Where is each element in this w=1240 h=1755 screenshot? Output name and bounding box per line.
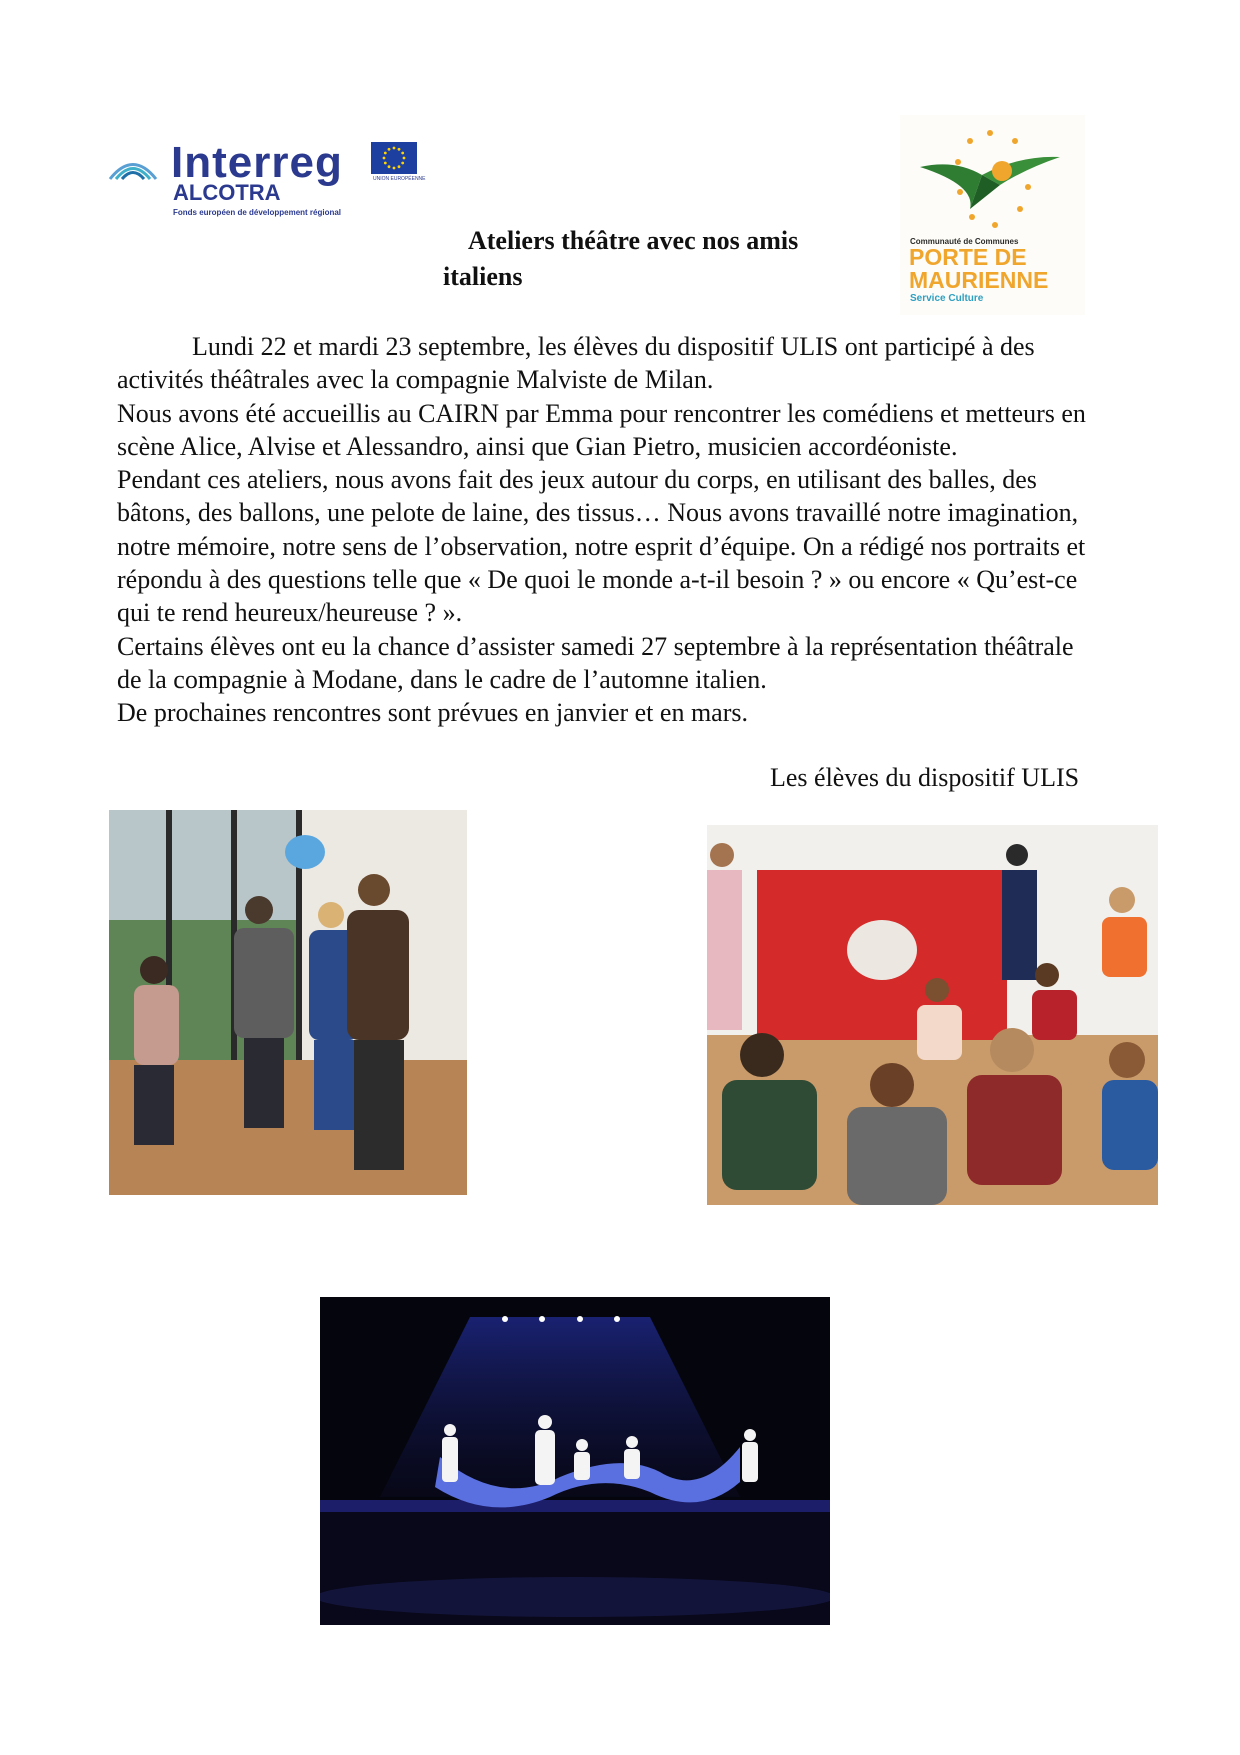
article-body xyxy=(117,330,1087,730)
paragraph: Nous avons été accueillis au CAIRN par Emma pour rencontrer les comédiens et metteurs en scène Alice, Alvise et Alessandro, ainsi que Gian Pietro, musicien accordéoniste. xyxy=(117,398,1086,461)
porte-de-maurienne-logo xyxy=(900,115,1085,315)
eu-label: UNION EUROPÉENNE xyxy=(373,176,426,182)
community-label: Communauté de Communes xyxy=(910,237,1019,246)
article-title-line-1: Ateliers théâtre avec nos amis xyxy=(468,226,799,255)
interreg-alcotra-logo xyxy=(108,140,428,230)
paragraph: De prochaines rencontres sont prévues en janvier et en mars. xyxy=(117,698,748,728)
alcotra-wordmark: ALCOTRA xyxy=(173,180,281,205)
interreg-wordmark: Interreg xyxy=(171,138,343,187)
maurienne-label: MAURIENNE xyxy=(909,267,1049,293)
workshop-photo-2 xyxy=(707,825,1158,1205)
signature: Les élèves du dispositif ULIS xyxy=(770,763,1080,792)
bird-emblem-icon xyxy=(910,127,1075,232)
article-title-line-2: italiens xyxy=(443,262,523,291)
fund-label: Fonds européen de développement régional xyxy=(173,208,342,217)
paragraph: Pendant ces ateliers, nous avons fait des jeux autour du corps, en utilisant des balles, des bâtons, des ballons, une pelote de laine, des tissus… Nous avons travaillé notre imagination, notre mémoire, notre sens de l’observation, notre esprit d’équipe. On a rédigé nos portraits et répondu à des questions telle que « De quoi le monde a-t-il besoin ? » ou encore « Qu’est-ce qui te rend heureux/heureuse ? ». xyxy=(117,465,1086,628)
paragraph: Certains élèves ont eu la chance d’assister samedi 27 septembre à la représentation théâtrale de la compagnie à Modane, dans le cadre de l’automne italien. xyxy=(117,631,1074,694)
eu-flag-icon xyxy=(371,142,417,174)
alpine-mountains-icon xyxy=(108,152,158,182)
workshop-photo-1 xyxy=(109,810,467,1195)
paragraph: Lundi 22 et mardi 23 septembre, les élèves du dispositif ULIS ont participé à des activités théâtrales avec la compagnie Malviste de Milan. xyxy=(117,332,1035,395)
porte-de-label: PORTE DE xyxy=(909,244,1027,270)
stage-performance-photo xyxy=(320,1297,830,1625)
service-culture-label: Service Culture xyxy=(910,293,984,304)
